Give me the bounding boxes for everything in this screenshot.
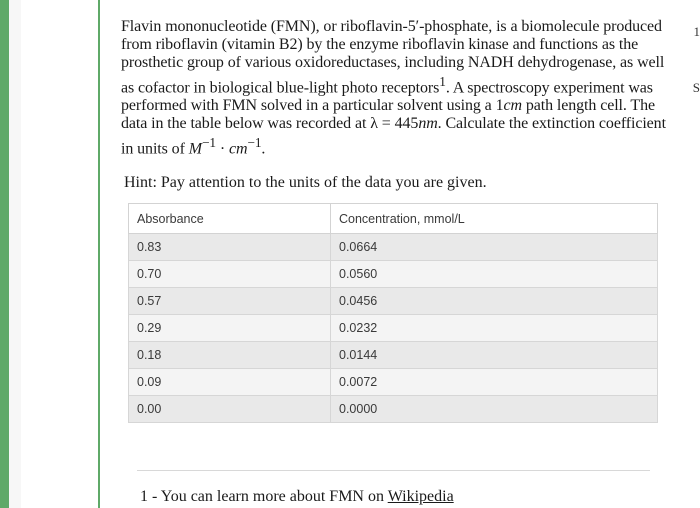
concentration-cell: 0.0664 bbox=[331, 234, 658, 261]
unit-molar: M bbox=[188, 139, 202, 157]
footnote bbox=[140, 487, 454, 507]
table-row bbox=[129, 288, 658, 315]
problem-statement bbox=[121, 18, 666, 158]
left-green-rail bbox=[0, 0, 9, 508]
absorbance-cell: 0.57 bbox=[129, 288, 331, 315]
wikipedia-link[interactable]: Wikipedia bbox=[387, 488, 454, 505]
left-gutter bbox=[9, 0, 21, 508]
problem-text-end: . bbox=[261, 139, 266, 157]
table-row bbox=[129, 315, 658, 342]
table-row bbox=[129, 396, 658, 423]
footnote-ref[interactable]: 1 bbox=[439, 73, 446, 89]
problem-text-1: Flavin mononucleotide (FMN), or riboflavin-5′-phosphate, is a biomolecule produced from riboflavin (vitamin B2) by the enzyme riboflavin kinase and functions as the prosthetic group of various oxidoreductases, including NADH dehydrogenase, as well as cofactor in biological blue-light photo receptors bbox=[121, 18, 665, 96]
unit-cm: cm bbox=[228, 139, 248, 157]
unit-cm-exponent: −1 bbox=[247, 134, 262, 150]
footnote-text: 1 - You can learn more about FMN on bbox=[140, 488, 388, 505]
header-concentration: Concentration, mmol/L bbox=[331, 204, 658, 234]
absorbance-cell: 0.00 bbox=[129, 396, 331, 423]
absorbance-cell: 0.83 bbox=[129, 234, 331, 261]
table-header-row bbox=[129, 204, 658, 234]
absorbance-cell: 0.70 bbox=[129, 261, 331, 288]
cropped-edge-text-middle: S bbox=[692, 80, 700, 95]
table-row bbox=[129, 369, 658, 396]
data-table-container bbox=[128, 203, 658, 423]
cropped-edge-text-top: 1 bbox=[693, 24, 700, 39]
left-green-line bbox=[98, 0, 100, 508]
data-table bbox=[128, 203, 658, 423]
question-content bbox=[121, 18, 666, 192]
unit-dot: · bbox=[215, 139, 229, 157]
table-row bbox=[129, 234, 658, 261]
concentration-cell: 0.0232 bbox=[331, 315, 658, 342]
absorbance-cell: 0.18 bbox=[129, 342, 331, 369]
problem-text-2: . A spectroscopy experiment was performed with FMN solved in a particular solvent using a bbox=[121, 78, 653, 115]
concentration-cell: 0.0072 bbox=[331, 369, 658, 396]
table-row bbox=[129, 342, 658, 369]
path-length-value: 1 bbox=[495, 97, 504, 115]
wavelength-unit: nm bbox=[418, 115, 438, 133]
concentration-cell: 0.0560 bbox=[331, 261, 658, 288]
header-absorbance: Absorbance bbox=[129, 204, 331, 234]
path-length-unit: cm bbox=[503, 97, 522, 115]
unit-molar-exponent: −1 bbox=[201, 134, 216, 150]
concentration-cell: 0.0456 bbox=[331, 288, 658, 315]
table-row bbox=[129, 261, 658, 288]
hint-text: Hint: Pay attention to the units of the data you are given. bbox=[124, 174, 487, 192]
problem-text-3: path length cell. The data in the table below was recorded at λ = 445 bbox=[121, 97, 655, 133]
absorbance-cell: 0.29 bbox=[129, 315, 331, 342]
absorbance-cell: 0.09 bbox=[129, 369, 331, 396]
concentration-cell: 0.0144 bbox=[331, 342, 658, 369]
footnote-divider bbox=[137, 470, 650, 471]
problem-text-4: . Calculate the extinction coefficient in units of bbox=[121, 115, 666, 157]
concentration-cell: 0.0000 bbox=[331, 396, 658, 423]
